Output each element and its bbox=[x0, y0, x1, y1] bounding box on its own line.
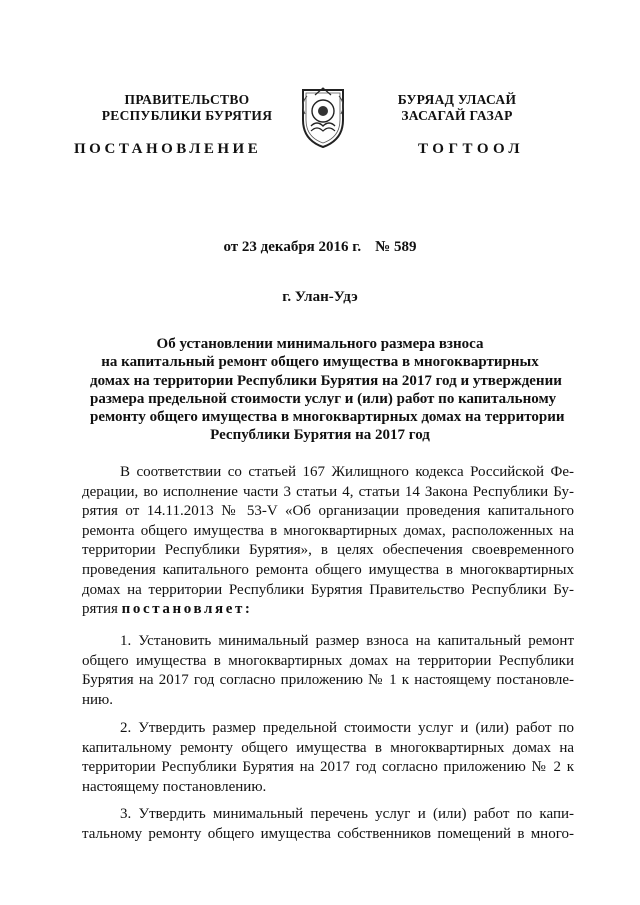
item-line: настоящему постановлению. bbox=[82, 778, 267, 795]
decree-word: постановляет: bbox=[121, 601, 253, 618]
header-right-line-1: БУРЯАД УЛАСАЙ bbox=[397, 92, 517, 107]
preamble-line: территории Республики Бурятия», в целях обеспечения своевременного bbox=[82, 542, 574, 559]
title-line: на капитальный ремонт общего имущества в многоквартирных bbox=[101, 354, 539, 371]
document-date: от 23 декабря 2016 г. bbox=[223, 239, 362, 255]
preamble-line: дерации, во исполнение части 3 статьи 4, статьи 14 Закона Республики Бу- bbox=[82, 483, 574, 500]
preamble-line: рятия от 14.11.2013 № 53-V «Об организации проведения капитального bbox=[82, 503, 574, 520]
item-line: капитальному ремонту общего имущества в многоквартирных домах на bbox=[82, 739, 574, 756]
preamble-line: домах на территории Республики Бурятия Правительство Республики Бу- bbox=[82, 581, 574, 598]
header-authority-bua bbox=[352, 92, 562, 124]
item-line: 2. Утвердить размер предельной стоимости услуг и (или) работ по bbox=[120, 720, 574, 736]
header-authority-ru bbox=[82, 92, 292, 124]
item-line: 1. Установить минимальный размер взноса на капитальный ремонт bbox=[120, 633, 574, 649]
title-line: Республики Бурятия на 2017 год bbox=[210, 427, 430, 444]
preamble-line: проведения капитального ремонта общего имущества в многоквартирных bbox=[82, 561, 574, 578]
preamble-last-prefix: рятия bbox=[82, 601, 118, 618]
title-line: ремонту общего имущества в многоквартирных домах на территории bbox=[90, 409, 565, 426]
title-line: размера предельной стоимости услуг и (или) работ по капитальному bbox=[90, 390, 557, 407]
document-kind-ru: ПОСТАНОВЛЕНИЕ bbox=[74, 141, 262, 157]
document-kind-bua: ТОГТООЛ bbox=[418, 141, 525, 157]
date-number-line bbox=[0, 239, 640, 256]
item-line: 3. Утвердить минимальный перечень услуг и (или) работ по капи- bbox=[120, 806, 574, 822]
preamble-line: ремонта общего имущества в многоквартирных домах, расположенных на bbox=[82, 522, 574, 539]
item-3-paragraph bbox=[82, 805, 574, 844]
header-right-line-2: ЗАСАГАЙ ГАЗАР bbox=[401, 108, 513, 123]
title-line: Об установлении минимального размера взноса bbox=[156, 336, 484, 352]
preamble-last-line bbox=[82, 600, 574, 620]
preamble-paragraph bbox=[82, 463, 574, 620]
document-city: г. Улан-Удэ bbox=[282, 289, 358, 305]
coat-of-arms-icon bbox=[297, 84, 349, 150]
item-line: территории Республики Бурятия на 2017 год согласно приложению № 2 к bbox=[82, 759, 574, 776]
preamble-line: В соответствии со статьей 167 Жилищного кодекса Российской Фе- bbox=[120, 464, 574, 480]
header-left-line-2: РЕСПУБЛИКИ БУРЯТИЯ bbox=[101, 108, 273, 123]
item-1-paragraph bbox=[82, 632, 574, 710]
item-line: нию. bbox=[82, 691, 114, 708]
title-line: домах на территории Республики Бурятия на 2017 год и утверждении bbox=[90, 372, 562, 389]
item-line: Бурятия на 2017 год согласно приложению № 1 к настоящему постановле- bbox=[82, 672, 574, 689]
item-2-paragraph bbox=[82, 719, 574, 797]
document-number: № 589 bbox=[375, 239, 417, 255]
document-title bbox=[90, 335, 565, 445]
item-line: тальному ремонту общего имущества собственников помещений в много- bbox=[82, 825, 574, 842]
header-left-line-1: ПРАВИТЕЛЬСТВО bbox=[124, 92, 250, 107]
item-line: общего имущества в многоквартирных домах на территории Республики bbox=[82, 652, 574, 669]
